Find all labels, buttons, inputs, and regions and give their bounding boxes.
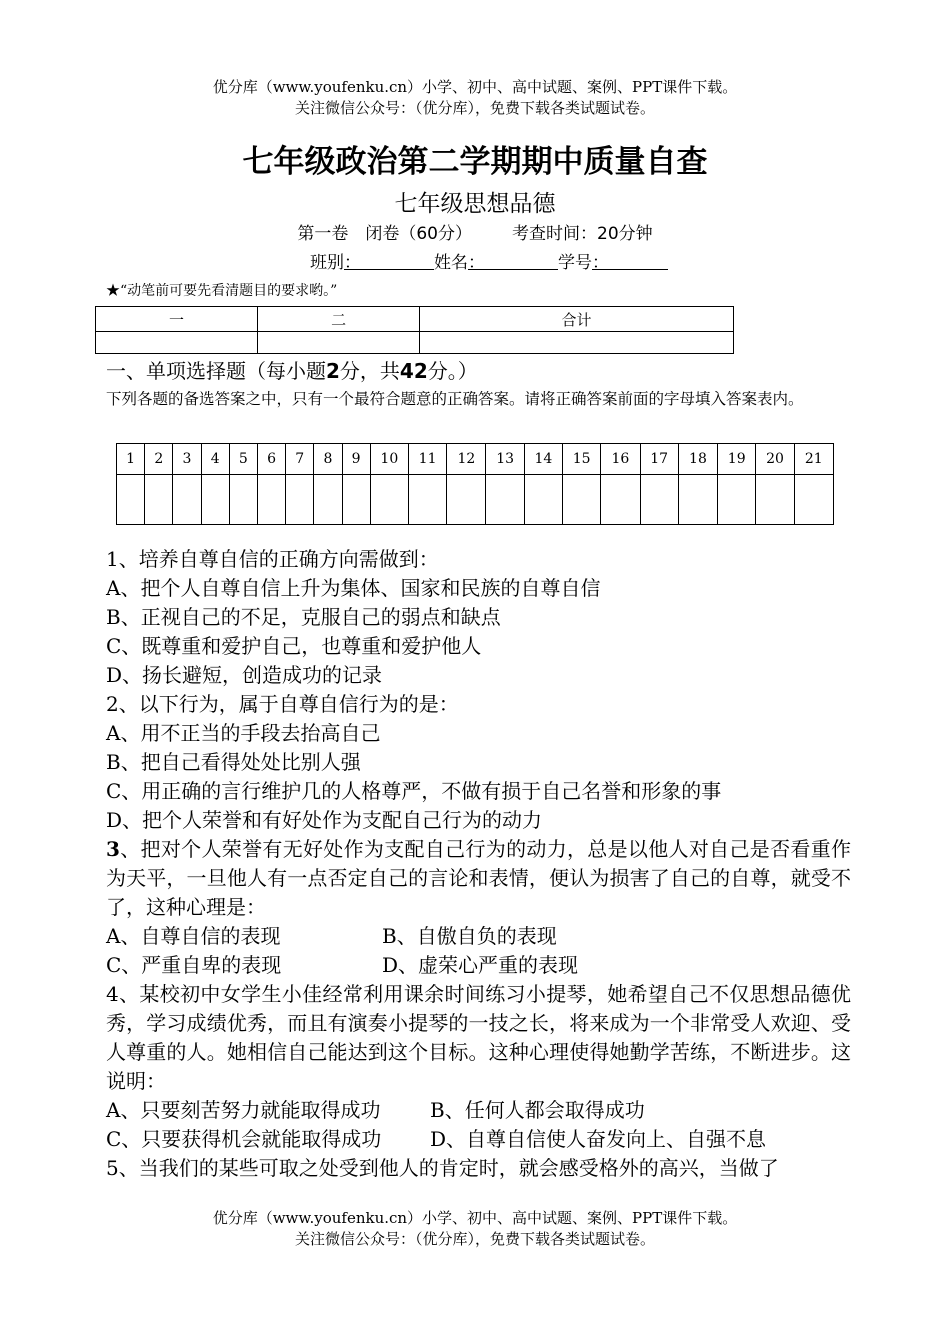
- answer-number-14: 14: [524, 444, 562, 475]
- footer-line-2: 关注微信公众号：（优分库），免费下载各类试题试卷。: [294, 1230, 655, 1248]
- q3-options-ab: [106, 922, 851, 951]
- volume-label: 第一卷 闭卷（: [297, 224, 417, 244]
- q1-option-b: B、正视自己的不足，克服自己的弱点和缺点: [106, 605, 501, 629]
- answer-number-18: 18: [678, 444, 717, 475]
- answer-number-17: 17: [640, 444, 678, 475]
- section-1-instruction: 下列各题的备选答案之中，只有一个最符合题意的正确答案。请将正确答案前面的字母填入答案表内。: [106, 390, 804, 408]
- q3-options-cd: [106, 951, 851, 980]
- q4-options-cd: [106, 1125, 851, 1154]
- q4-stem: 4、某校初中女学生小佳经常利用课余时间练习小提琴，她希望自己不仅思想品德优秀，学习成绩优秀，而且有演奏小提琴的一技之长，将来成为一个非常受人欢迎、受人尊重的人。她相信自己能达到这个目标。这种心理使得她勤学苦练，不断进步。这说明：: [106, 982, 851, 1093]
- answer-number-16: 16: [601, 444, 640, 475]
- class-label: 班别: [310, 253, 344, 273]
- q4-option-d: D、自尊自信使人奋发向上、自强不息: [430, 1127, 767, 1151]
- q4-options-ab: [106, 1096, 851, 1125]
- answer-cell-10[interactable]: [370, 475, 408, 525]
- answer-number-9: 9: [342, 444, 370, 475]
- time-label: 考查时间：: [512, 224, 597, 244]
- answer-number-13: 13: [486, 444, 524, 475]
- answer-cell-9[interactable]: [342, 475, 370, 525]
- answer-number-21: 21: [794, 444, 833, 475]
- total-score: 60: [416, 224, 438, 244]
- header-line-2: 关注微信公众号：（优分库），免费下载各类试题试卷。: [294, 99, 655, 117]
- score-table: [95, 306, 734, 354]
- score-cell-total[interactable]: [420, 332, 734, 354]
- id-blank[interactable]: ：: [592, 251, 668, 270]
- answer-cell-20[interactable]: [756, 475, 794, 525]
- section-1-heading: 一、单项选择题（每小题2分，共42分。）: [106, 359, 478, 383]
- q1-option-c: C、既尊重和爱护自己，也尊重和爱护他人: [106, 634, 482, 658]
- q2-option-b: B、把自己看得处处比别人强: [106, 750, 361, 774]
- answer-number-6: 6: [257, 444, 285, 475]
- answer-cell-7[interactable]: [286, 475, 314, 525]
- score-header-2: 二: [258, 307, 420, 332]
- q4-option-c: C、只要获得机会就能取得成功: [106, 1127, 382, 1151]
- score-header-1: 一: [96, 307, 258, 332]
- answer-cell-13[interactable]: [486, 475, 524, 525]
- footer-line-1: 优分库（www.youfenku.cn）小学、初中、高中试题、案例、PPT课件下载。: [212, 1209, 738, 1227]
- instruction-note: ★“动笔前可要先看清题目的要求哟。”: [106, 283, 338, 299]
- page-subtitle: 七年级思想品德: [394, 191, 556, 217]
- answer-cell-19[interactable]: [718, 475, 756, 525]
- answer-cell-11[interactable]: [408, 475, 446, 525]
- time-value: 20: [597, 224, 619, 244]
- answer-number-15: 15: [563, 444, 601, 475]
- answer-cell-8[interactable]: [314, 475, 342, 525]
- q2-option-c: C、用正确的言行维护几的人格尊严，不做有损于自己名誉和形象的事: [106, 779, 722, 803]
- answer-number-8: 8: [314, 444, 342, 475]
- answer-cell-12[interactable]: [447, 475, 486, 525]
- q5-stem: 5、当我们的某些可取之处受到他人的肯定时，就会感受格外的高兴，当做了: [106, 1156, 779, 1180]
- answer-cell-1[interactable]: [117, 475, 145, 525]
- answer-number-5: 5: [229, 444, 257, 475]
- answer-number-4: 4: [201, 444, 229, 475]
- answer-cell-14[interactable]: [524, 475, 562, 525]
- student-info: [310, 251, 668, 275]
- answer-number-2: 2: [145, 444, 173, 475]
- time-unit: 分钟: [618, 224, 653, 244]
- answer-cell-17[interactable]: [640, 475, 678, 525]
- q4-option-a: A、只要刻苦努力就能取得成功: [106, 1098, 381, 1122]
- answer-cell-21[interactable]: [794, 475, 833, 525]
- q2-option-a: A、用不正当的手段去抬高自己: [106, 721, 381, 745]
- answer-cell-3[interactable]: [173, 475, 201, 525]
- answer-cell-16[interactable]: [601, 475, 640, 525]
- answer-input-row: [117, 475, 834, 525]
- answer-number-11: 11: [408, 444, 446, 475]
- q2-option-d: D、把个人荣誉和有好处作为支配自己行为的动力: [106, 808, 543, 832]
- questions: [106, 545, 851, 1183]
- answer-cell-5[interactable]: [229, 475, 257, 525]
- q1-option-d: D、扬长避短，创造成功的记录: [106, 663, 383, 687]
- score-unit: 分）: [438, 224, 472, 244]
- score-cell-2[interactable]: [258, 332, 420, 354]
- name-label: 姓名: [434, 253, 468, 273]
- answer-number-20: 20: [756, 444, 794, 475]
- q4-option-b: B、任何人都会取得成功: [430, 1098, 645, 1122]
- answer-cell-4[interactable]: [201, 475, 229, 525]
- answer-number-7: 7: [286, 444, 314, 475]
- class-blank[interactable]: ：: [344, 251, 434, 270]
- answer-number-1: 1: [117, 444, 145, 475]
- answer-number-row: [117, 444, 834, 475]
- answer-cell-6[interactable]: [257, 475, 285, 525]
- answer-number-3: 3: [173, 444, 201, 475]
- answer-cell-18[interactable]: [678, 475, 717, 525]
- answer-cell-15[interactable]: [563, 475, 601, 525]
- name-blank[interactable]: ：: [468, 251, 558, 270]
- q3-option-b: B、自傲自负的表现: [382, 924, 557, 948]
- score-cell-1[interactable]: [96, 332, 258, 354]
- score-header-total: 合计: [420, 307, 734, 332]
- q3-option-c: C、严重自卑的表现: [106, 953, 282, 977]
- q3-stem: 3、把对个人荣誉有无好处作为支配自己行为的动力，总是以他人对自己是否看重作为天平，一旦他人有一点否定自己的言论和表情，便认为损害了自己的自尊，就受不了，这种心理是：: [106, 837, 851, 919]
- answer-cell-2[interactable]: [145, 475, 173, 525]
- q3-option-a: A、自尊自信的表现: [106, 924, 281, 948]
- q1-option-a: A、把个人自尊自信上升为集体、国家和民族的自尊自信: [106, 576, 601, 600]
- page-title: 七年级政治第二学期期中质量自查: [242, 144, 708, 180]
- exam-info: [0, 222, 950, 246]
- answer-table: [116, 443, 834, 525]
- answer-number-12: 12: [447, 444, 486, 475]
- q3-option-d: D、虚荣心严重的表现: [382, 953, 579, 977]
- answer-number-19: 19: [718, 444, 756, 475]
- answer-number-10: 10: [370, 444, 408, 475]
- id-label: 学号: [558, 253, 592, 273]
- q1-stem: 1、培养自尊自信的正确方向需做到：: [106, 547, 439, 571]
- q2-stem: 2、以下行为，属于自尊自信行为的是：: [106, 692, 459, 716]
- header-line-1: 优分库（www.youfenku.cn）小学、初中、高中试题、案例、PPT课件下载。: [212, 78, 738, 96]
